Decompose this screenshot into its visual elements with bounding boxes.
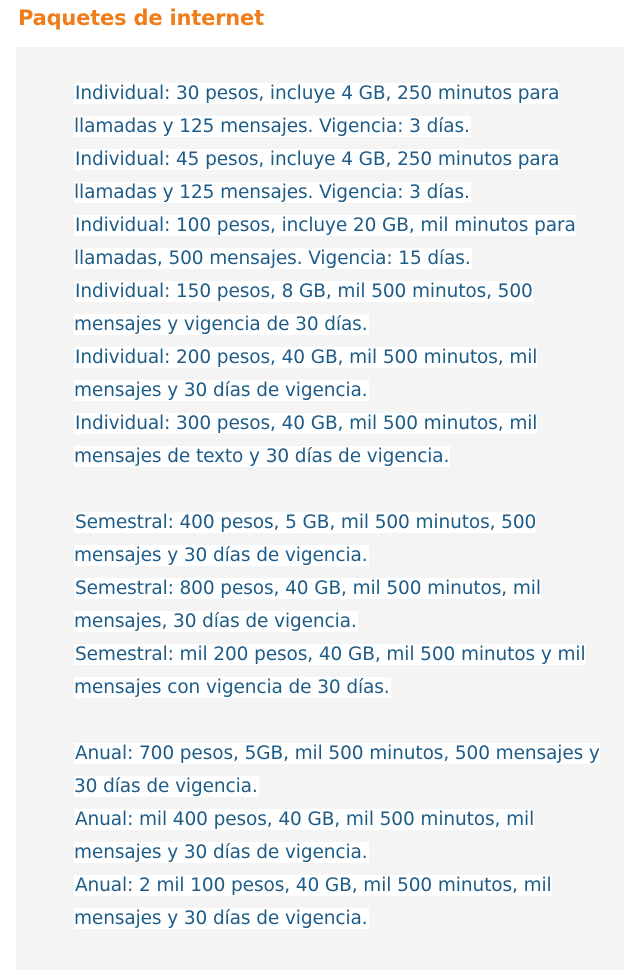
list-item bbox=[74, 341, 614, 407]
packages-list bbox=[74, 77, 614, 935]
list-item bbox=[74, 407, 614, 473]
group-separator bbox=[74, 473, 614, 506]
list-item-text: Anual: 2 mil 100 pesos, 40 GB, mil 500 minutos, mil mensajes y 30 días de vigencia. bbox=[74, 875, 552, 929]
list-item bbox=[74, 506, 614, 572]
list-item-text: Semestral: 800 pesos, 40 GB, mil 500 minutos, mil mensajes, 30 días de vigencia. bbox=[74, 578, 541, 632]
packages-panel bbox=[16, 47, 624, 970]
list-item bbox=[74, 572, 614, 638]
list-item bbox=[74, 77, 614, 143]
list-item bbox=[74, 209, 614, 275]
list-item-text: Individual: 30 pesos, incluye 4 GB, 250 minutos para llamadas y 125 mensajes. Vigencia: 3 días. bbox=[74, 83, 560, 137]
list-item-text: Individual: 150 pesos, 8 GB, mil 500 minutos, 500 mensajes y vigencia de 30 días. bbox=[74, 281, 533, 335]
list-item-text: Individual: 45 pesos, incluye 4 GB, 250 minutos para llamadas y 125 mensajes. Vigencia: 3 días. bbox=[74, 149, 560, 203]
list-item bbox=[74, 737, 614, 803]
list-item-text: Semestral: 400 pesos, 5 GB, mil 500 minutos, 500 mensajes y 30 días de vigencia. bbox=[74, 512, 537, 566]
list-item-text: Individual: 100 pesos, incluye 20 GB, mil minutos para llamadas, 500 mensajes. Vigencia: 15 días. bbox=[74, 215, 576, 269]
group-separator bbox=[74, 704, 614, 737]
list-item-text: Anual: mil 400 pesos, 40 GB, mil 500 minutos, mil mensajes y 30 días de vigencia. bbox=[74, 809, 535, 863]
list-item bbox=[74, 803, 614, 869]
list-item bbox=[74, 143, 614, 209]
list-item-text: Semestral: mil 200 pesos, 40 GB, mil 500 minutos y mil mensajes con vigencia de 30 días. bbox=[74, 644, 586, 698]
list-item bbox=[74, 275, 614, 341]
list-item bbox=[74, 869, 614, 935]
list-item-text: Anual: 700 pesos, 5GB, mil 500 minutos, 500 mensajes y 30 días de vigencia. bbox=[74, 743, 600, 797]
list-item-text: Individual: 300 pesos, 40 GB, mil 500 minutos, mil mensajes de texto y 30 días de vigencia. bbox=[74, 413, 538, 467]
page-title: Paquetes de internet bbox=[18, 6, 264, 30]
list-item bbox=[74, 638, 614, 704]
list-item-text: Individual: 200 pesos, 40 GB, mil 500 minutos, mil mensajes y 30 días de vigencia. bbox=[74, 347, 538, 401]
